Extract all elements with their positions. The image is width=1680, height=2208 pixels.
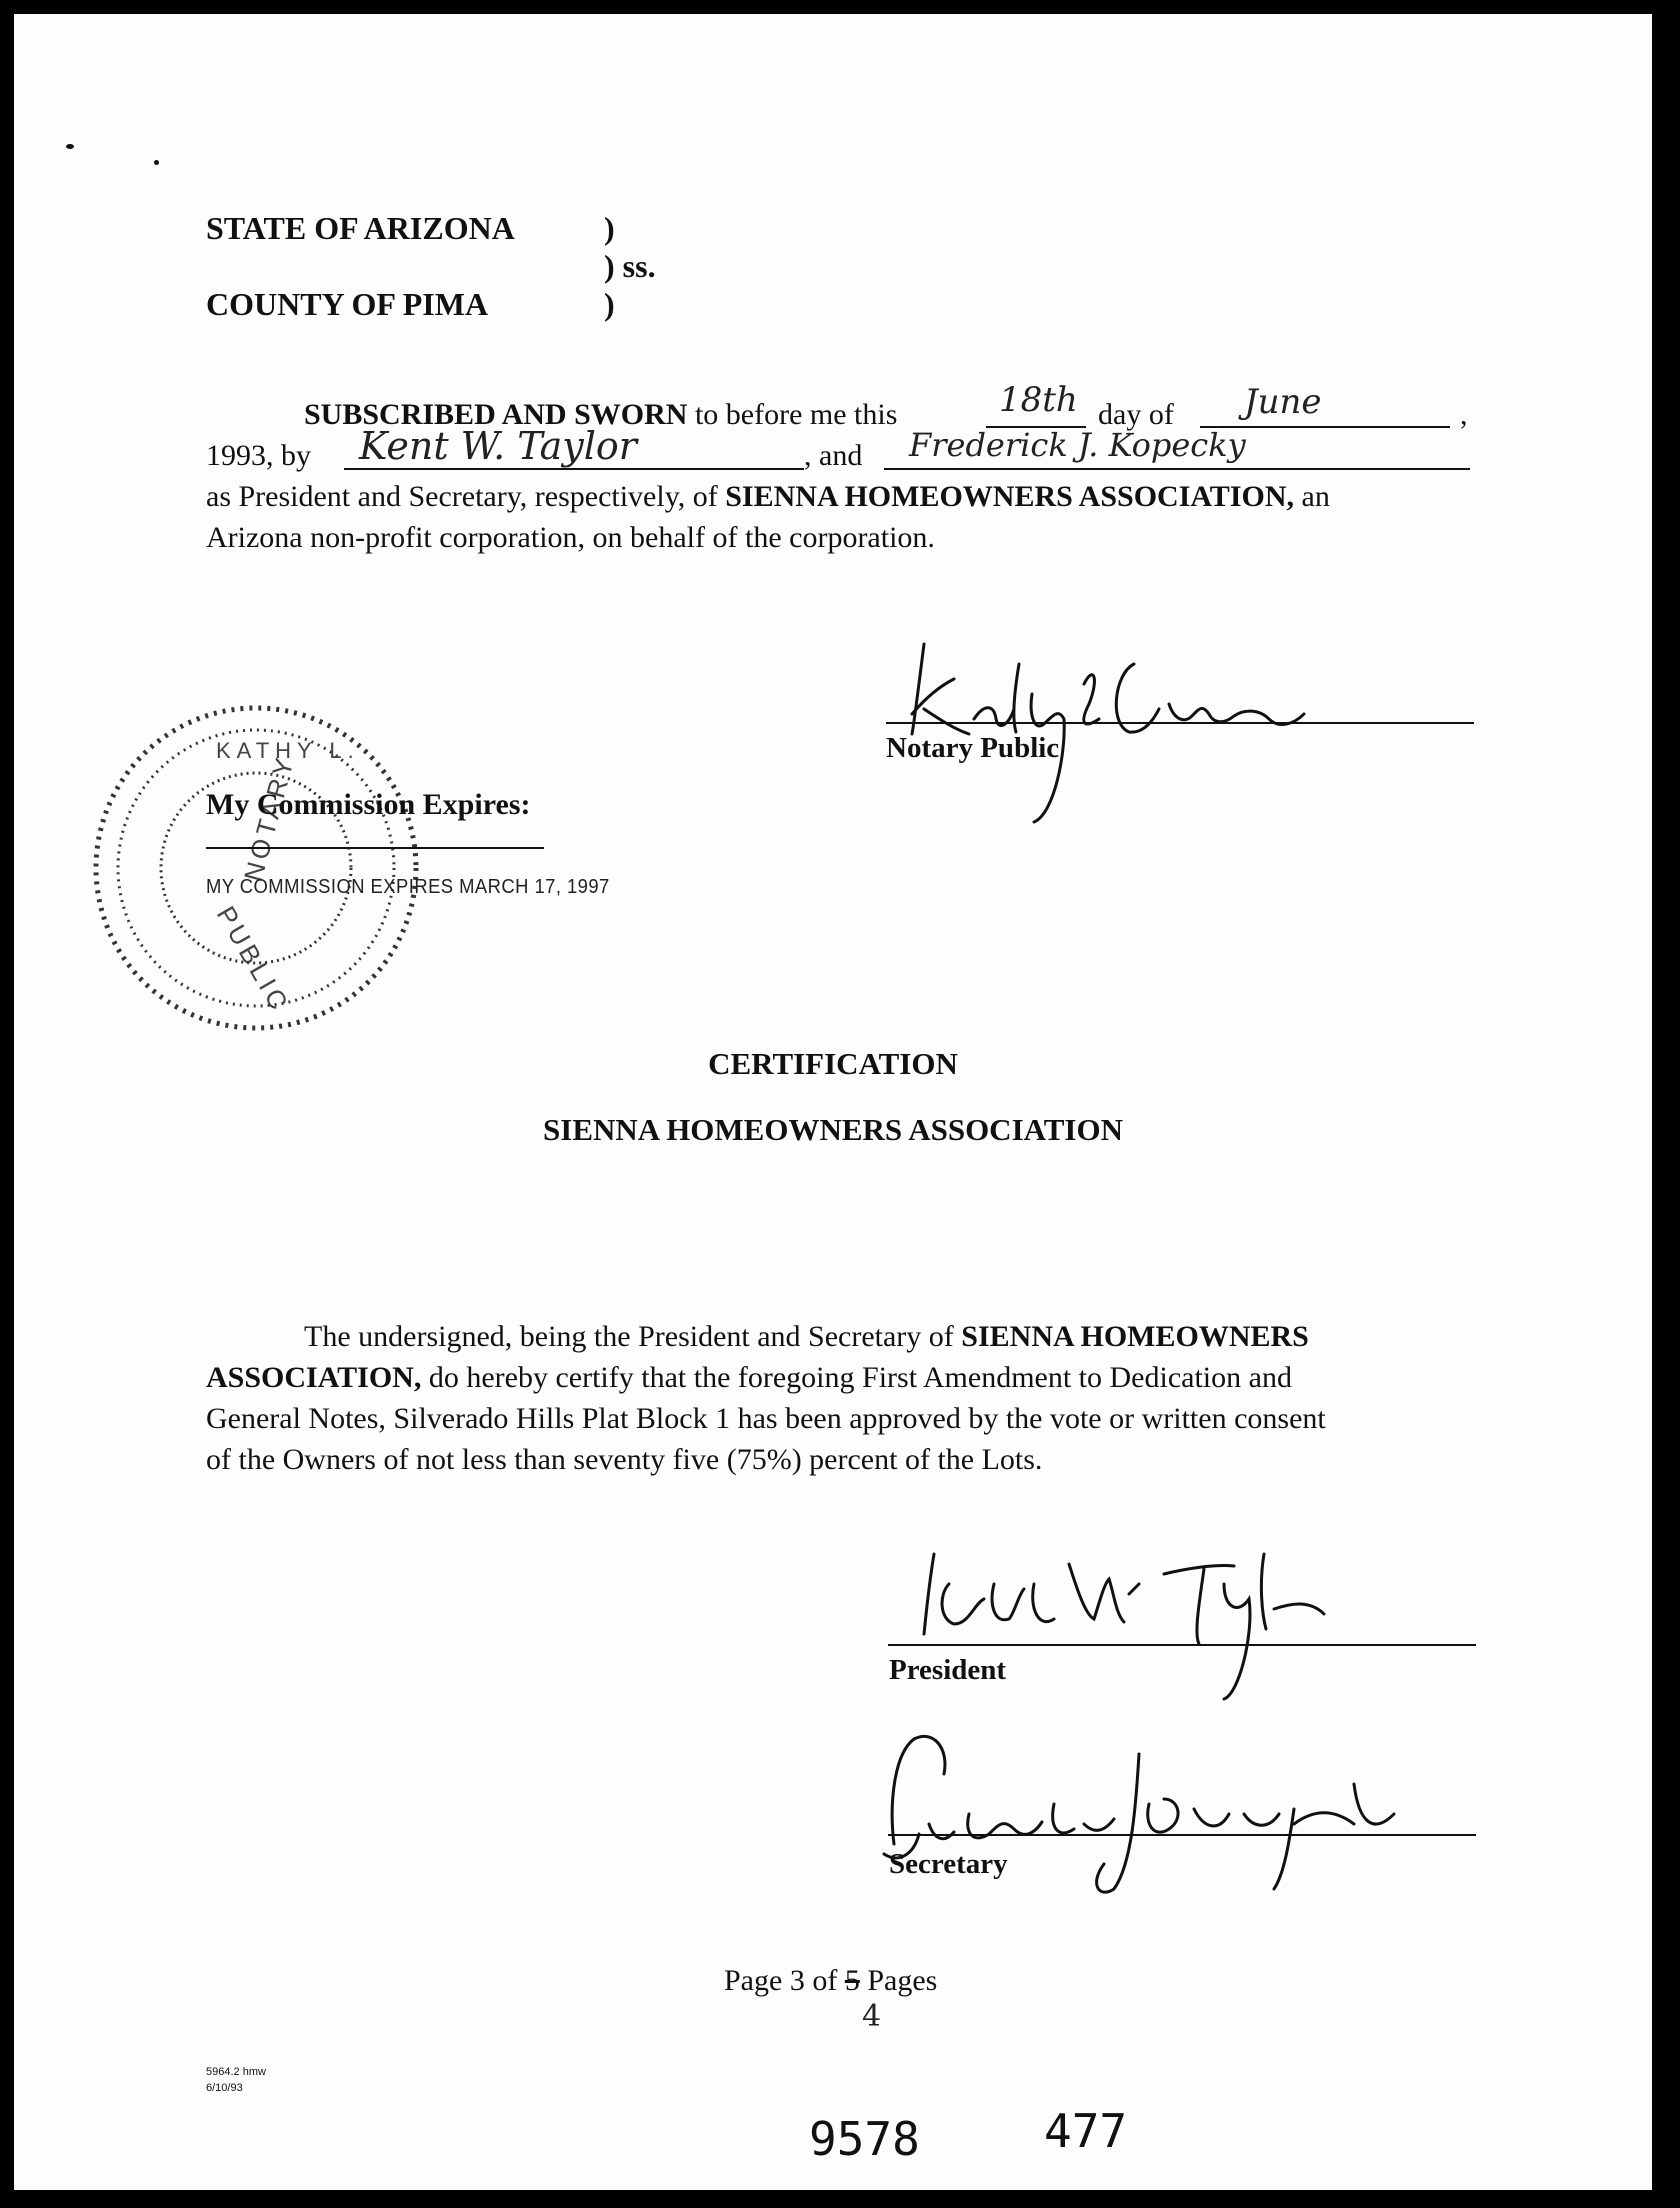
handwritten-day: 18th <box>999 380 1078 420</box>
page-corrected-total: 4 <box>862 1999 882 2034</box>
oath-line-3 <box>206 476 1330 517</box>
notary-signature-line <box>886 722 1474 724</box>
cert-line-3: General Notes, Silverado Hills Plat Block 1 has been approved by the vote or written consent <box>206 1402 1326 1435</box>
cert-text: do hereby certify that the foregoing First Amendment to Dedication and <box>428 1361 1292 1394</box>
handwritten-signer-1: Kent W. Taylor <box>359 424 637 468</box>
secretary-label: Secretary <box>889 1848 1008 1880</box>
venue-paren: ) <box>604 286 615 322</box>
seal-text-top: KATHY L. <box>216 738 360 763</box>
oath-line-4: Arizona non-profit corporation, on behalf of the corporation. <box>206 521 935 554</box>
association-name: SIENNA HOMEOWNERS ASSOCIATION, <box>725 480 1294 513</box>
certification-subtitle: SIENNA HOMEOWNERS ASSOCIATION <box>543 1112 1123 1147</box>
venue-paren: ) <box>604 210 615 246</box>
signer1-blank <box>344 468 804 470</box>
notary-seal-icon <box>86 698 426 1038</box>
oath-year: 1993, by <box>206 439 311 472</box>
certification-title: CERTIFICATION <box>708 1046 958 1081</box>
oath-text: to before me this <box>694 398 898 431</box>
association-name: SIENNA HOMEOWNERS <box>961 1320 1309 1353</box>
document-page <box>14 14 1652 2190</box>
association-name: ASSOCIATION, <box>206 1361 422 1394</box>
oath-lead: SUBSCRIBED AND SWORN <box>304 398 688 431</box>
page-indicator <box>724 1964 937 1998</box>
cert-line-1 <box>304 1316 1309 1357</box>
file-code: 5964.2 hmw <box>206 2066 266 2078</box>
oath-and: , and <box>804 439 863 472</box>
page-text: Pages <box>867 1964 938 1997</box>
oath-text: as President and Secretary, respectively, of <box>206 480 718 513</box>
county-caption: COUNTY OF PIMA <box>206 286 489 322</box>
handwritten-month: June <box>1244 382 1322 422</box>
secretary-signature-line <box>888 1834 1476 1836</box>
president-signature-line <box>888 1644 1476 1646</box>
scan-speck <box>154 160 159 165</box>
document-page-number: 477 <box>1044 2104 1128 2158</box>
notary-signature <box>884 624 1354 834</box>
oath-text: day of <box>1098 398 1174 431</box>
commission-line <box>206 847 544 849</box>
president-label: President <box>889 1654 1007 1686</box>
page-struck-total: 5 <box>844 1964 860 1997</box>
commission-expiry-stamp: MY COMMISSION EXPIRES MARCH 17, 1997 <box>206 876 610 898</box>
notary-public-label: Notary Public <box>886 732 1060 764</box>
oath-text: an <box>1301 480 1330 513</box>
scan-speck <box>66 144 74 149</box>
cert-line-2 <box>206 1357 1292 1398</box>
file-date: 6/10/93 <box>206 2082 243 2094</box>
oath-comma: , <box>1460 398 1468 431</box>
seal-text-bottom: PUBLIC <box>210 901 296 1019</box>
venue-ss: ) ss. <box>604 248 656 284</box>
page-text: Page 3 of <box>724 1964 838 1997</box>
handwritten-signer-2: Frederick J. Kopecky <box>909 426 1246 464</box>
state-caption: STATE OF ARIZONA <box>206 210 515 246</box>
seal-text-mid: NOTARY <box>237 751 301 885</box>
cert-line-4: of the Owners of not less than seventy five (75%) percent of the Lots. <box>206 1443 1043 1476</box>
commission-expires-label: My Commission Expires: <box>206 788 531 821</box>
cert-text: The undersigned, being the President and Secretary of <box>304 1320 954 1353</box>
document-number: 9578 <box>809 2112 920 2166</box>
signer2-blank <box>884 468 1470 470</box>
